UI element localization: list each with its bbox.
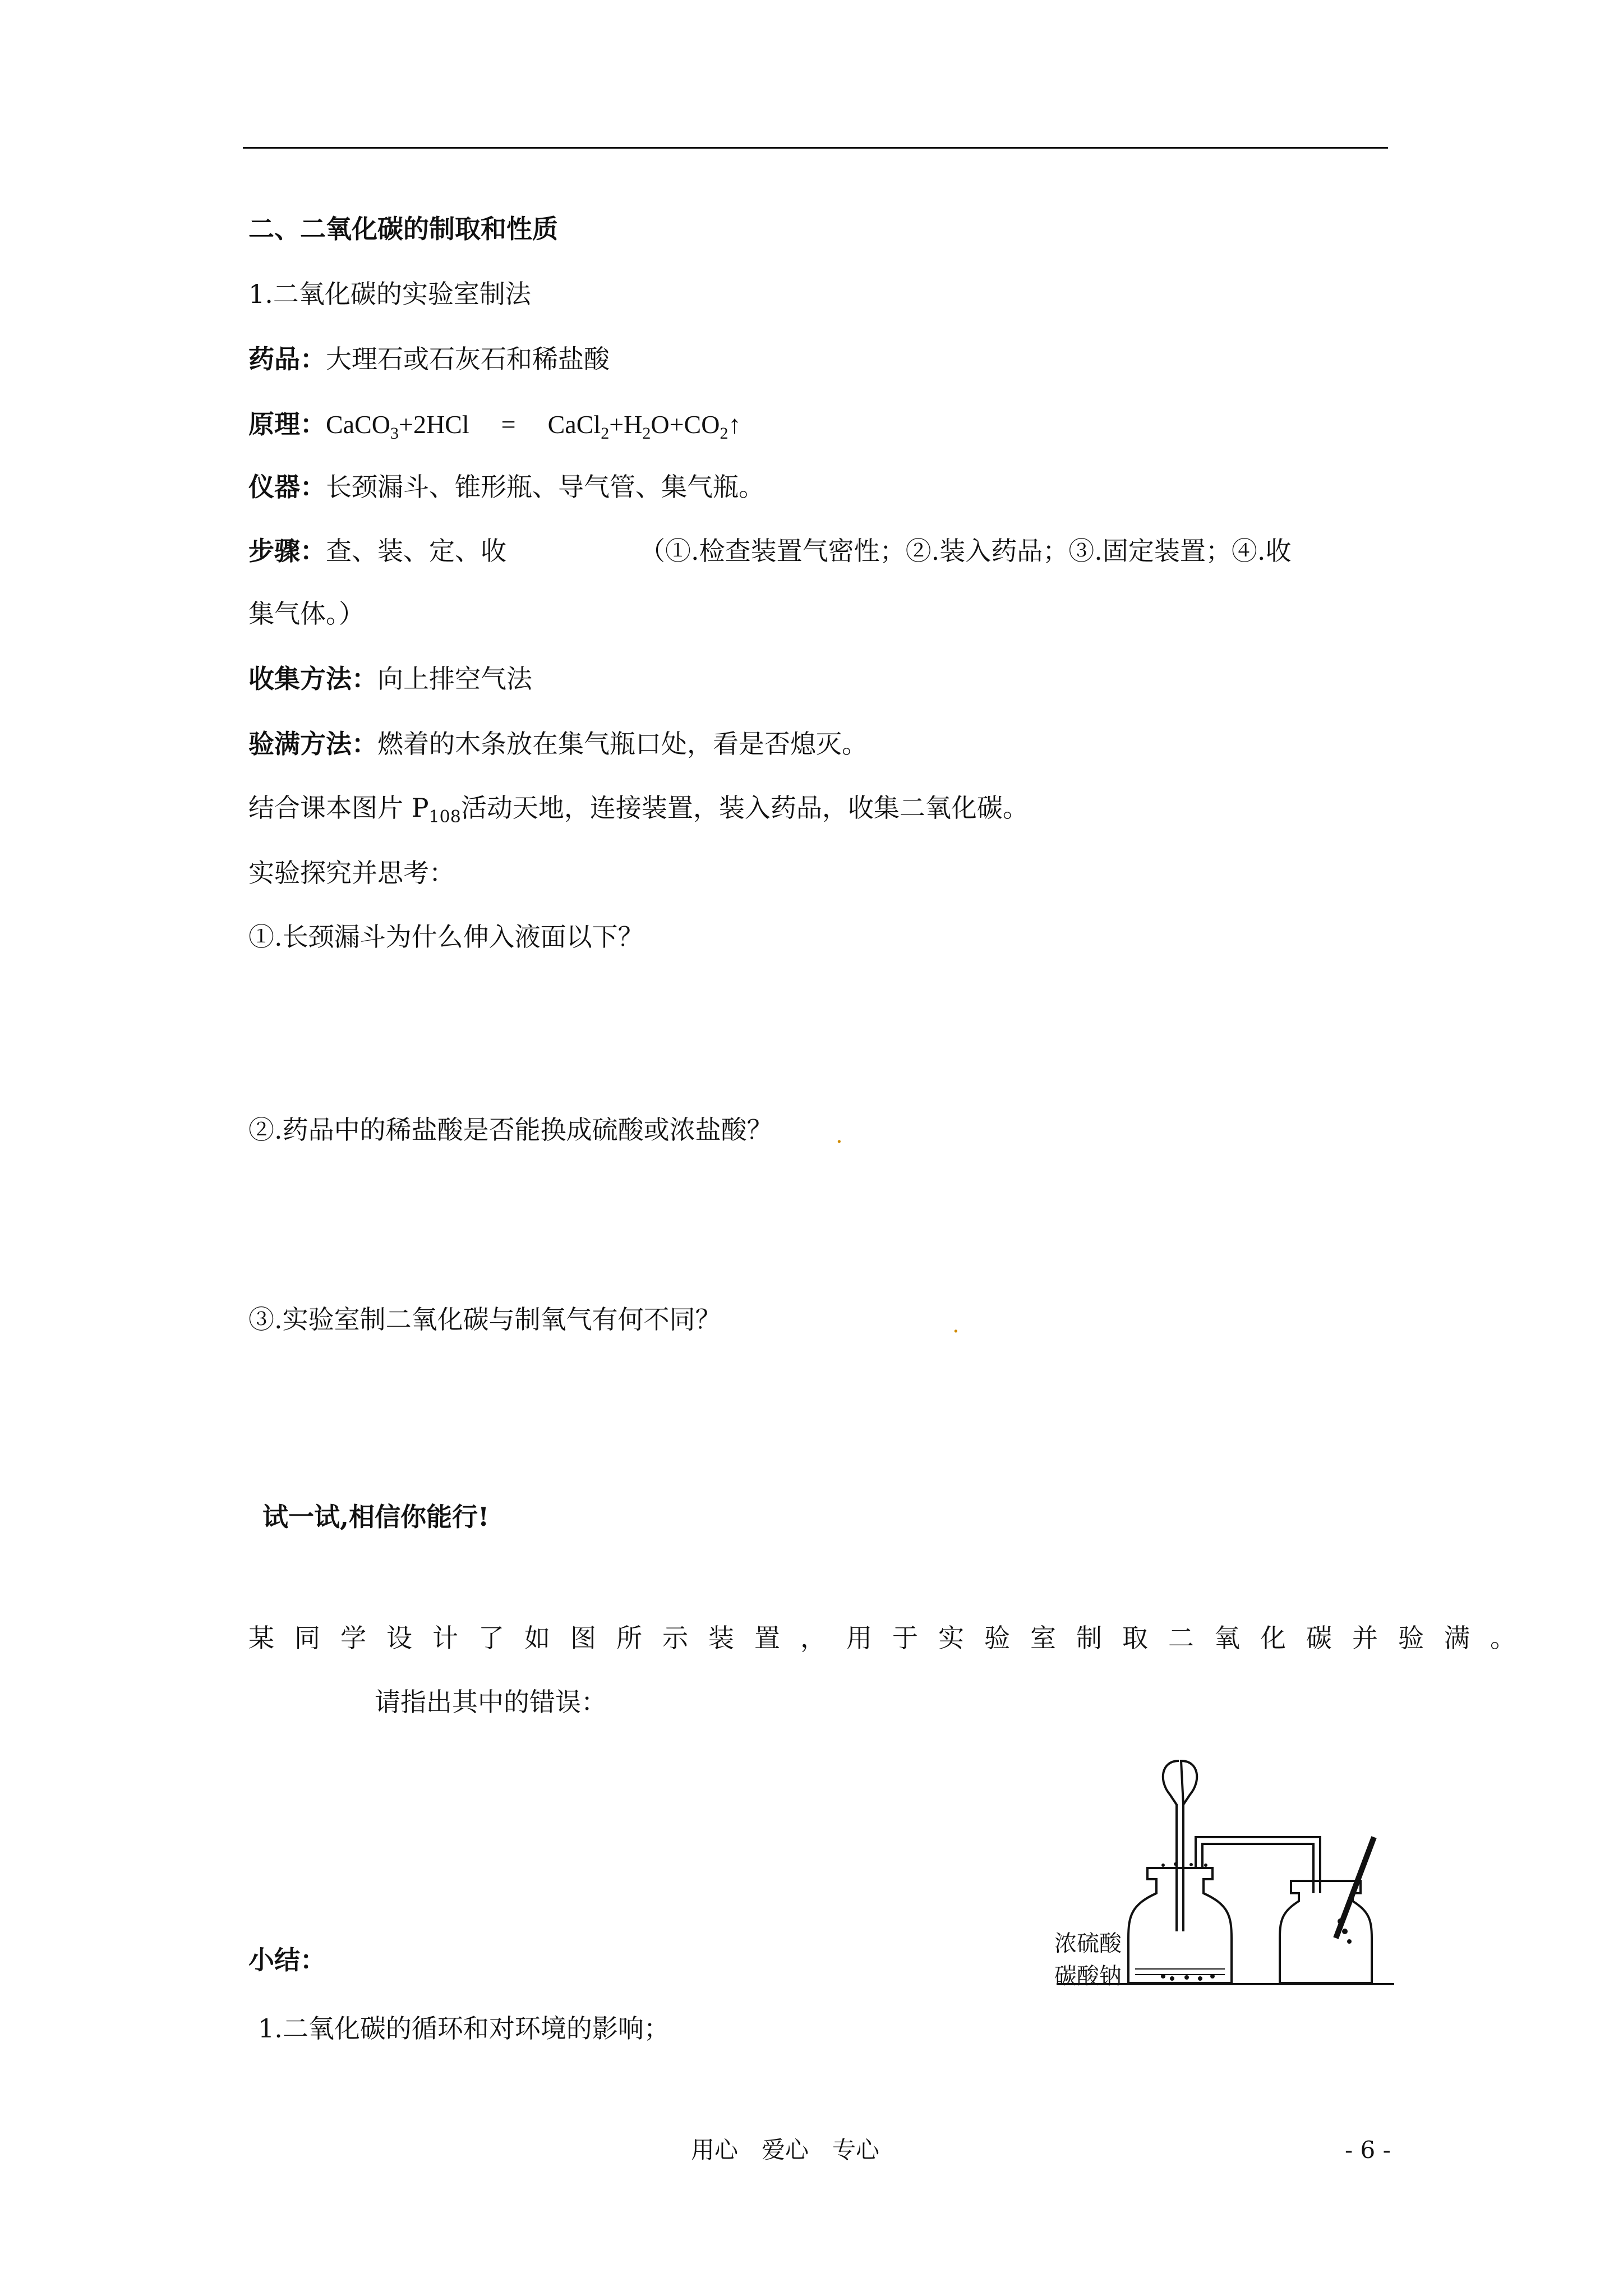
check-label: 验满方法： [248,729,377,759]
header-rule [243,147,1388,149]
mark-dot: . [952,1312,960,1338]
instruments-line [248,470,764,504]
explore-line: 实验探究并思考： [248,858,455,888]
steps-short: 查、装、定、收 [326,536,506,566]
steps-line [248,534,506,568]
task-line-2: 请指出其中的错误： [375,1687,607,1717]
principle-label: 原理： [248,409,326,439]
steps-label: 步骤： [248,536,326,566]
collect-line [248,662,532,696]
footer-center: 用心 爱心 专心 [691,2136,880,2164]
page-number: - 6 - [1345,2136,1391,2164]
task-line-1: 某同学设计了如图所示装置，用于实验室制取二氧化碳并验满。 [248,1623,1536,1653]
textbook-line: 结合课本图片 $P_{108}$活动天地，连接装置，装入药品，收集二氧化碳。 [248,793,1029,827]
steps-detail: （①.检查装置气密性；②.装入药品；③.固定装置；④.收 [639,536,1292,566]
check-line [248,727,868,761]
collect-text: 向上排空气法 [377,664,532,694]
instruments-text: 长颈漏斗、锥形瓶、导气管、集气瓶。 [326,472,764,502]
reaction-equation: CaCO$_3$+2HCl = $CaCl_2+H_2O+CO_2↑$ [326,410,741,443]
item1-title: 1.二氧化碳的实验室制法 [248,279,531,309]
steps-detail-cont: 集气体。） [248,599,365,629]
collect-label: 收集方法： [248,664,377,694]
drugs-line [248,342,610,376]
summary-item-1: 1.二氧化碳的循环和对环境的影响； [258,2013,670,2044]
try-heading: 试一试,相信你能行! [262,1502,490,1532]
apparatus-figure [1051,1753,1399,1994]
figure-label-1: 浓硫酸 [1054,1931,1122,1957]
drugs-label: 药品： [248,344,326,374]
section-heading: 二、二氧化碳的制取和性质 [248,214,558,244]
check-text: 燃着的木条放在集气瓶口处，看是否熄灭。 [377,729,868,759]
gas-arrow-icon: ↑ [728,410,741,439]
drugs-text: 大理石或石灰石和稀盐酸 [326,344,610,374]
apparatus-drawing [1051,1753,1399,1994]
figure-label-2: 碳酸钠 [1054,1963,1122,1989]
summary-heading: 小结： [248,1945,326,1975]
question-2: ②.药品中的稀盐酸是否能换成硫酸或浓盐酸？ [248,1115,773,1145]
principle-line [248,407,741,441]
mark-dot: . [836,1122,843,1148]
question-1: ①.长颈漏斗为什么伸入液面以下？ [248,922,644,952]
question-3: ③.实验室制二氧化碳与制氧气有何不同？ [248,1304,721,1335]
instruments-label: 仪器： [248,472,326,502]
